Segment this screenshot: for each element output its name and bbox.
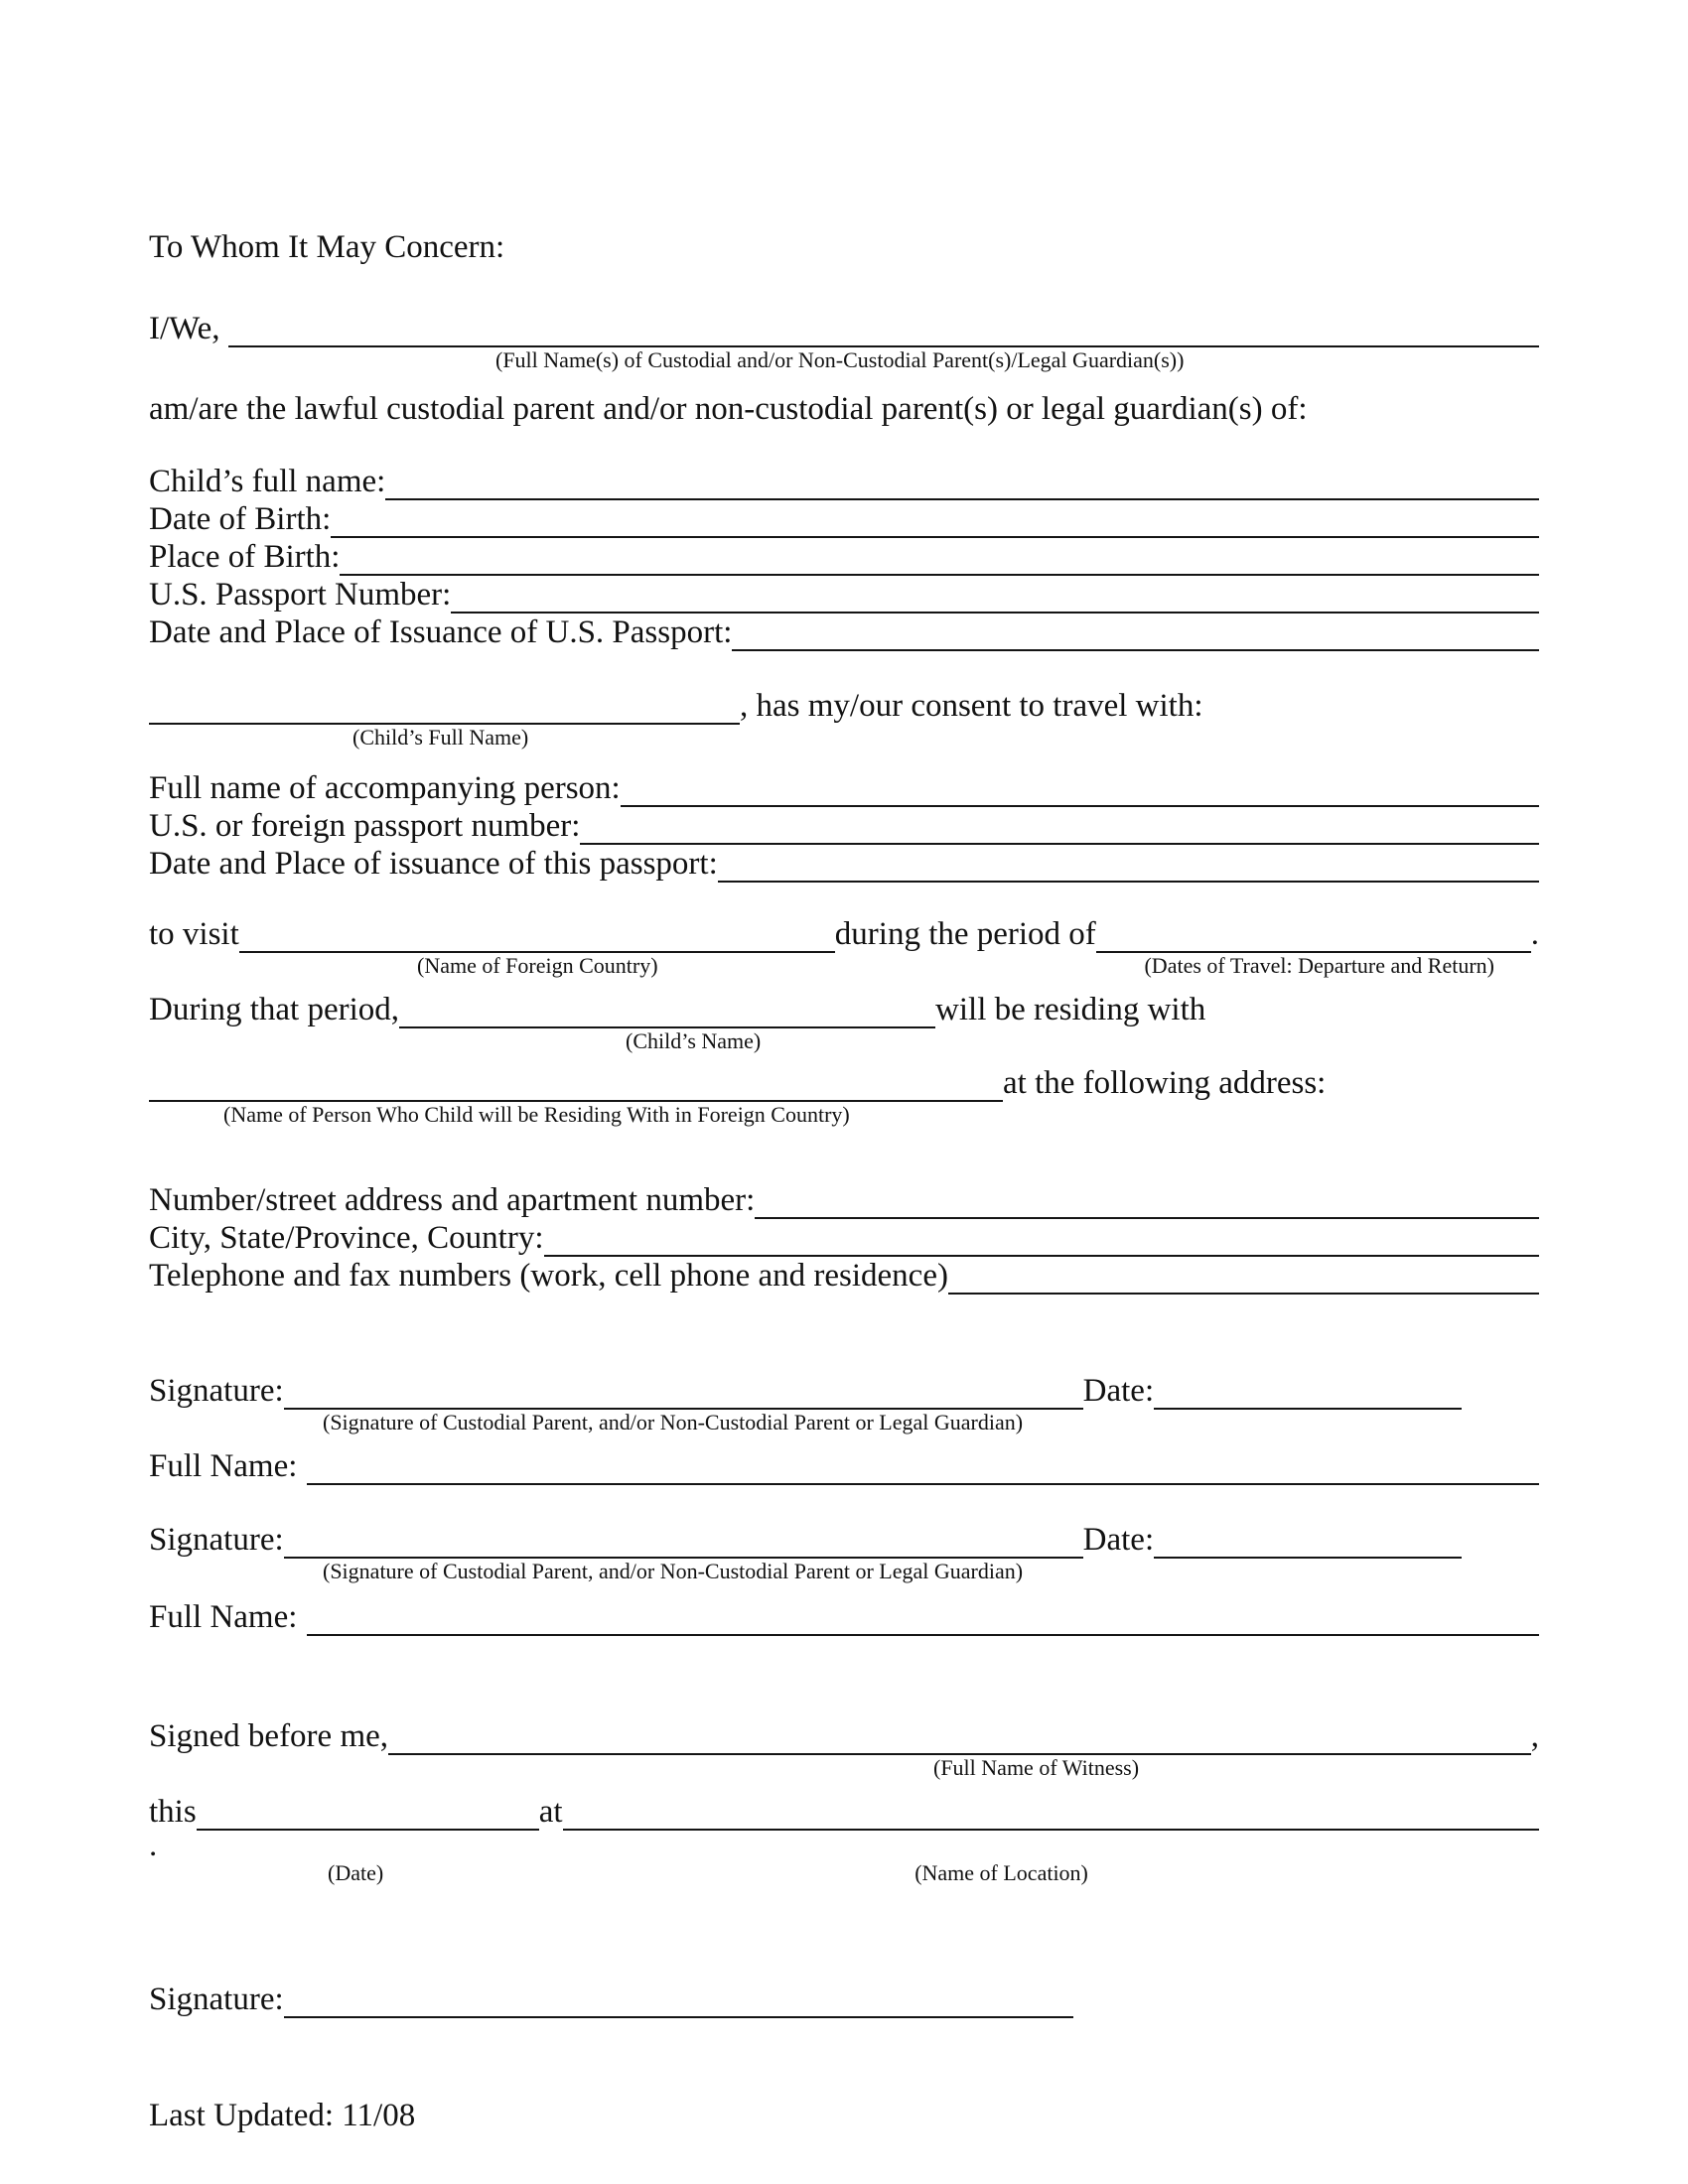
location-caption: (Name of Location) — [914, 1860, 1088, 1885]
signature-row-1 — [149, 1372, 1539, 1410]
during-prefix-label: During that period, — [149, 992, 400, 1027]
during-row — [149, 991, 1539, 1028]
date-blank-1 — [1154, 1408, 1462, 1410]
signature-label-2: Signature: — [149, 1522, 284, 1558]
iwe-caption: (Full Name(s) of Custodial and/or Non-Custodial Parent(s)/Legal Guardian(s)) — [495, 347, 1185, 372]
street-address-row — [149, 1181, 1539, 1219]
consent-suffix-label: , has my/our consent to travel with: — [740, 688, 1203, 724]
witness-comma: , — [1530, 1718, 1539, 1754]
witness-prefix-label: Signed before me, — [149, 1718, 389, 1754]
signing-date-blank — [197, 1829, 539, 1831]
witness-caption: (Full Name of Witness) — [933, 1755, 1140, 1780]
passport-issuance-row — [149, 614, 1539, 651]
accompany-issuance-row — [149, 845, 1539, 883]
consent-row — [149, 687, 1539, 725]
signature-caption-1: (Signature of Custodial Parent, and/or Non-Custodial Parent or Legal Guardian) — [323, 1410, 1024, 1434]
final-signature-blank — [284, 2016, 1073, 2018]
during-suffix-label: will be residing with — [935, 992, 1206, 1027]
child-name-label: Child’s full name: — [149, 464, 386, 499]
final-signature-row — [149, 1980, 1539, 2018]
accompany-name-blank — [621, 805, 1539, 807]
telephone-blank — [948, 1293, 1539, 1295]
during-child-caption: (Child’s Name) — [626, 1028, 762, 1053]
residing-suffix-label: at the following address: — [1003, 1065, 1327, 1101]
telephone-row — [149, 1257, 1539, 1295]
date-blank-2 — [1154, 1557, 1462, 1559]
city-state-row — [149, 1219, 1539, 1257]
date-caption: (Date) — [328, 1860, 384, 1885]
iwe-prefix-label: I/We, — [149, 311, 220, 346]
visit-row — [149, 915, 1539, 953]
visit-terminator: . — [1530, 916, 1539, 952]
pob-label: Place of Birth: — [149, 539, 341, 575]
street-address-blank — [755, 1217, 1539, 1219]
visit-captions-row — [149, 953, 1539, 979]
accompany-passport-label: U.S. or foreign passport number: — [149, 808, 581, 844]
signature-label-1: Signature: — [149, 1373, 284, 1409]
child-name-row — [149, 463, 1539, 500]
dates-caption: (Dates of Travel: Departure and Return) — [1144, 953, 1494, 978]
pob-blank — [340, 574, 1539, 576]
country-caption: (Name of Foreign Country) — [417, 953, 658, 978]
residing-row — [149, 1064, 1539, 1102]
pob-row — [149, 538, 1539, 576]
full-name-row-1 — [149, 1447, 1539, 1485]
city-state-label: City, State/Province, Country: — [149, 1220, 544, 1256]
this-at-row — [149, 1793, 1539, 1831]
accompany-passport-blank — [580, 843, 1539, 845]
witness-row — [149, 1717, 1539, 1755]
location-blank — [563, 1829, 1539, 1831]
full-name-label-2: Full Name: — [149, 1599, 298, 1635]
salutation: To Whom It May Concern: — [149, 229, 505, 265]
visit-prefix-label: to visit — [149, 916, 239, 952]
this-label: this — [149, 1794, 197, 1830]
stray-period: . — [149, 1828, 158, 1863]
full-name-label-1: Full Name: — [149, 1448, 298, 1484]
visit-middle-label: during the period of — [834, 916, 1096, 952]
passport-number-label: U.S. Passport Number: — [149, 577, 452, 613]
telephone-label: Telephone and fax numbers (work, cell phone and residence) — [149, 1258, 948, 1294]
form-content — [149, 228, 1539, 2134]
footer-last-updated: Last Updated: 11/08 — [149, 2098, 416, 2133]
date-label-1: Date: — [1082, 1373, 1155, 1409]
residing-person-caption: (Name of Person Who Child will be Residing With in Foreign Country) — [223, 1102, 850, 1127]
signature-caption-2: (Signature of Custodial Parent, and/or Non-Custodial Parent or Legal Guardian) — [323, 1559, 1024, 1583]
accompany-issuance-blank — [718, 881, 1539, 883]
full-name-row-2 — [149, 1598, 1539, 1636]
iwe-row — [149, 310, 1539, 347]
date-label-2: Date: — [1082, 1522, 1155, 1558]
accompany-name-label: Full name of accompanying person: — [149, 770, 621, 806]
full-name-blank-2 — [307, 1634, 1539, 1636]
passport-number-row — [149, 576, 1539, 614]
passport-issuance-blank — [732, 649, 1539, 651]
signature-row-2 — [149, 1521, 1539, 1559]
passport-issuance-label: Date and Place of Issuance of U.S. Passport: — [149, 614, 733, 650]
witness-captions-row — [149, 1860, 1539, 1886]
accompany-issuance-label: Date and Place of issuance of this passport: — [149, 846, 718, 882]
consent-caption: (Child’s Full Name) — [352, 725, 529, 750]
statement: am/are the lawful custodial parent and/or non-custodial parent(s) or legal guardian(s) of: — [149, 391, 1308, 427]
dob-row — [149, 500, 1539, 538]
accompany-passport-row — [149, 807, 1539, 845]
at-label: at — [538, 1794, 563, 1830]
full-name-blank-1 — [307, 1483, 1539, 1485]
street-address-label: Number/street address and apartment number: — [149, 1182, 756, 1218]
final-signature-label: Signature: — [149, 1981, 284, 2017]
accompany-name-row — [149, 769, 1539, 807]
dob-label: Date of Birth: — [149, 501, 332, 537]
dob-blank — [331, 536, 1539, 538]
child-name-blank — [385, 498, 1539, 500]
